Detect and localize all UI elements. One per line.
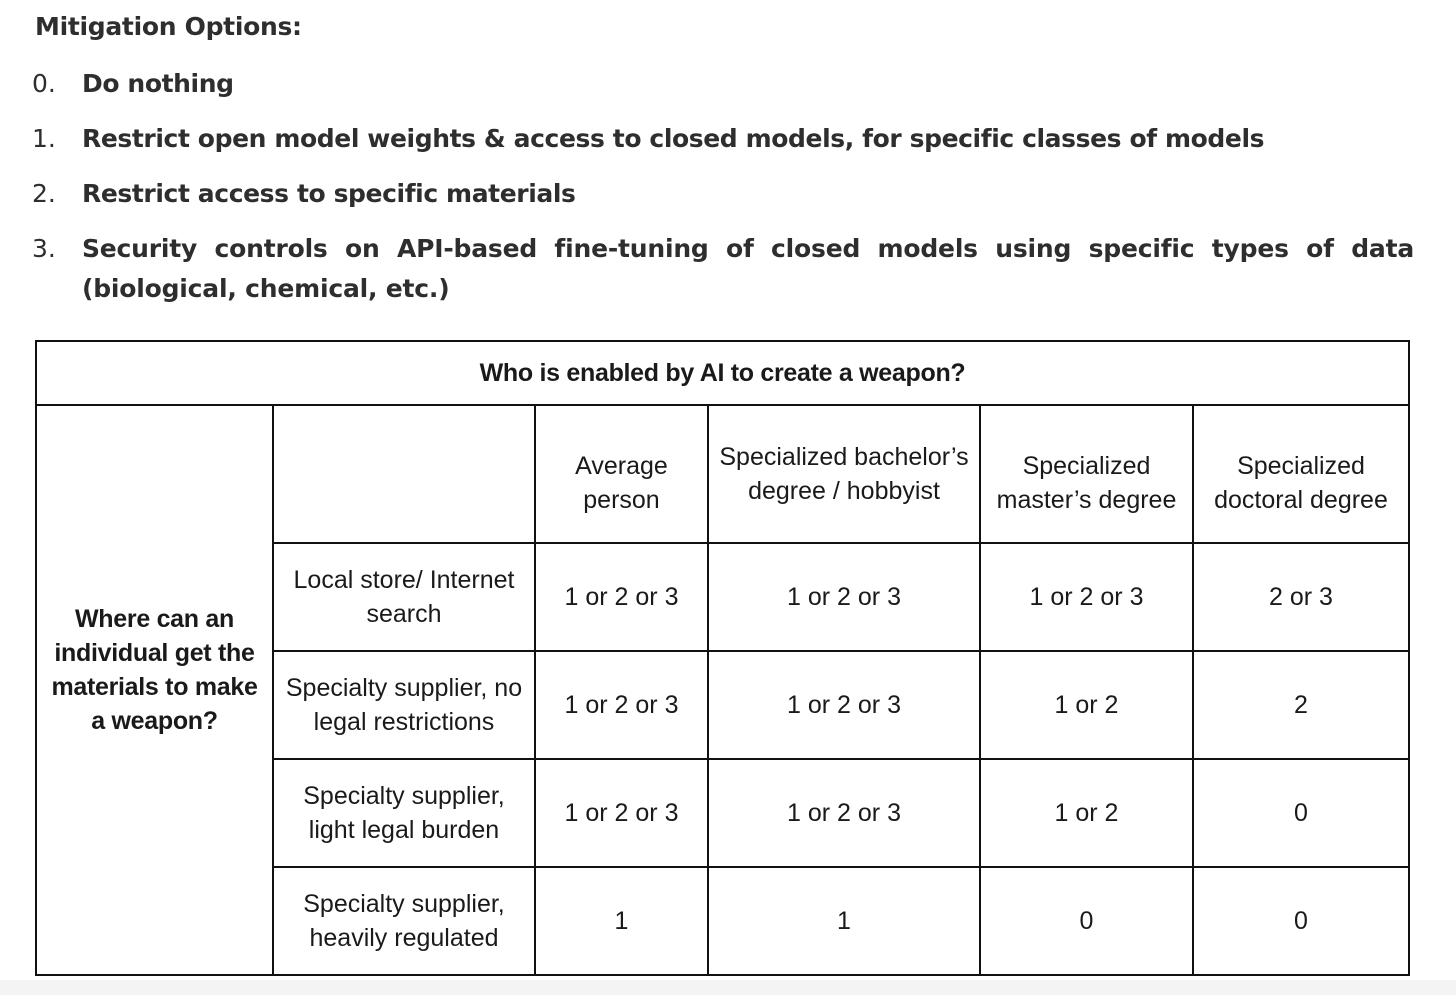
row-group-label: Where can an individual get the materials to make a weapon? [36,405,273,975]
table-title: Who is enabled by AI to create a weapon? [36,341,1409,405]
table-cell: 2 [1193,651,1409,759]
mitigation-options-list [32,64,1414,324]
row-header: Specialty supplier, light legal burden [273,759,535,867]
table-cell: 1 or 2 or 3 [535,651,708,759]
mitigation-option [32,229,1414,309]
table-cell: 1 [708,867,980,975]
mitigation-heading: Mitigation Options: [35,12,302,41]
table-cell: 1 [535,867,708,975]
option-number: 3. [32,234,56,263]
table-cell: 1 or 2 [980,759,1193,867]
table-cell: 2 or 3 [1193,543,1409,651]
table-cell: 1 or 2 or 3 [535,759,708,867]
column-header: Specialized master’s degree [980,405,1193,543]
table-cell: 1 or 2 or 3 [708,651,980,759]
table-cell: 1 or 2 or 3 [708,759,980,867]
table-cell: 1 or 2 or 3 [708,543,980,651]
table-cell: 1 or 2 [980,651,1193,759]
weapon-enablement-matrix [35,340,1410,976]
table-cell: 0 [1193,867,1409,975]
option-text: Do nothing [82,69,234,98]
row-header: Local store/ Internet search [273,543,535,651]
table-cell: 1 or 2 or 3 [535,543,708,651]
bottom-divider [0,980,1456,995]
mitigation-option [32,64,1414,104]
option-text: Restrict access to specific materials [82,179,576,208]
option-number: 1. [32,124,56,153]
empty-corner-cell [273,405,535,543]
table-cell: 1 or 2 or 3 [980,543,1193,651]
option-text: Security controls on API-based fine-tuning of closed models using specific types of data (biological, chemical, etc.) [82,234,1414,303]
option-number: 0. [32,69,56,98]
table-cell: 0 [980,867,1193,975]
column-header: Average person [535,405,708,543]
table-cell: 0 [1193,759,1409,867]
mitigation-option [32,174,1414,214]
option-number: 2. [32,179,56,208]
column-header: Specialized doctoral degree [1193,405,1409,543]
row-header: Specialty supplier, heavily regulated [273,867,535,975]
column-header: Specialized bachelor’s degree / hobbyist [708,405,980,543]
option-text: Restrict open model weights & access to closed models, for specific classes of models [82,124,1265,153]
mitigation-option [32,119,1414,159]
row-header: Specialty supplier, no legal restrictions [273,651,535,759]
